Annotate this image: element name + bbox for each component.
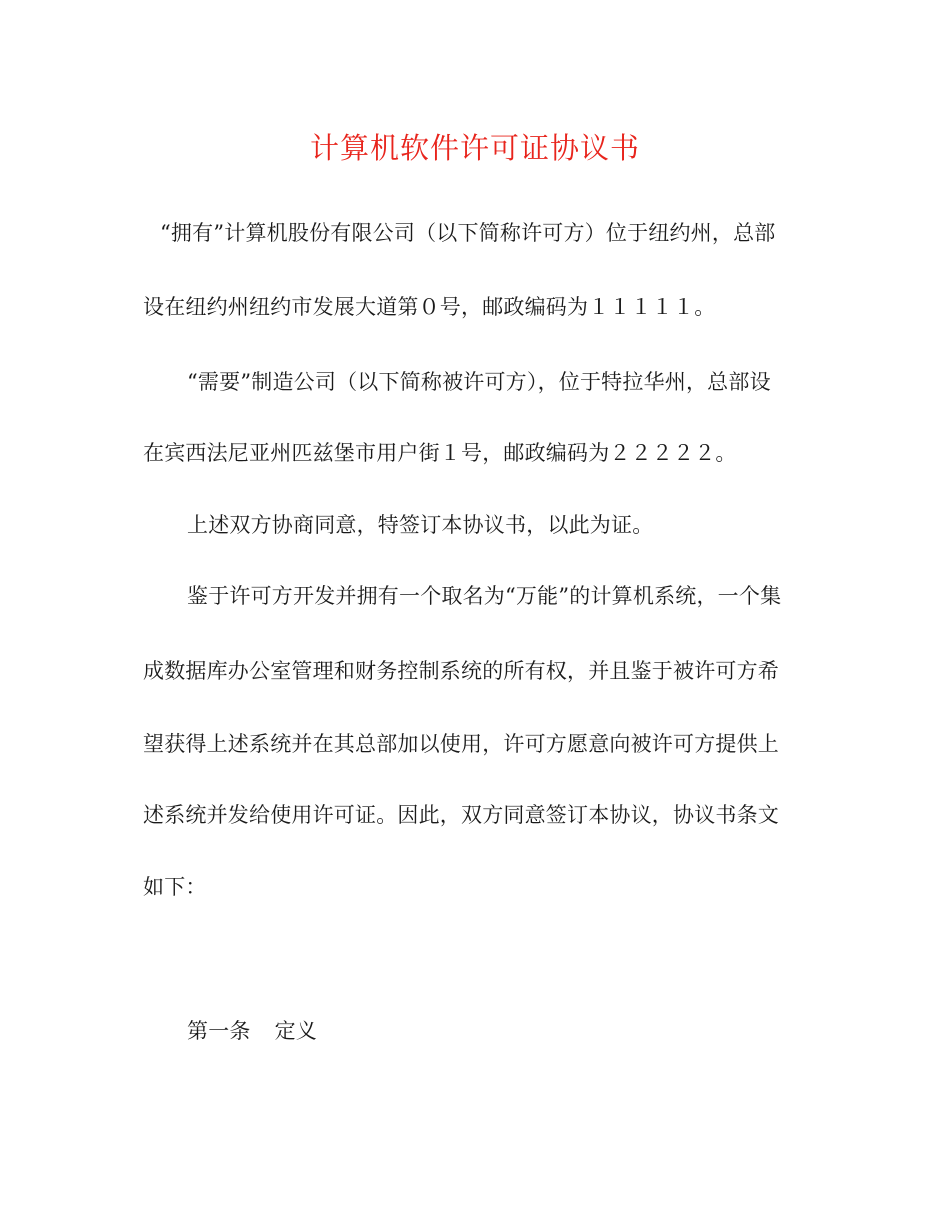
paragraph-line: “需要”制造公司（以下简称被许可方），位于特拉华州，总部设 [187, 370, 771, 394]
paragraph-line: 上述双方协商同意，特签订本协议书，以此为证。 [187, 513, 654, 537]
paragraph-line: “拥有”计算机股份有限公司（以下简称许可方）位于纽约州，总部 [160, 221, 776, 245]
paragraph-line: 设在纽约州纽约市发展大道第０号，邮政编码为１１１１１。 [143, 295, 716, 319]
paragraph-line: 如下： [143, 875, 207, 899]
paragraph-line: 在宾西法尼亚州匹兹堡市用户街１号，邮政编码为２２２２２。 [143, 441, 737, 465]
section-number: 第一条 [187, 1019, 251, 1043]
paragraph-line: 成数据库办公室管理和财务控制系统的所有权，并且鉴于被许可方希 [143, 659, 779, 683]
paragraph-line: 望获得上述系统并在其总部加以使用，许可方愿意向被许可方提供上 [143, 732, 779, 756]
section-name: 定义 [274, 1019, 318, 1043]
section-heading [187, 1016, 857, 1046]
paragraph-line: 鉴于许可方开发并拥有一个取名为“万能”的计算机系统，一个集 [187, 584, 782, 608]
paragraph-line: 述系统并发给使用许可证。因此，双方同意签订本协议，协议书条文 [143, 803, 779, 827]
document-title: 计算机软件许可证协议书 [309, 131, 640, 165]
